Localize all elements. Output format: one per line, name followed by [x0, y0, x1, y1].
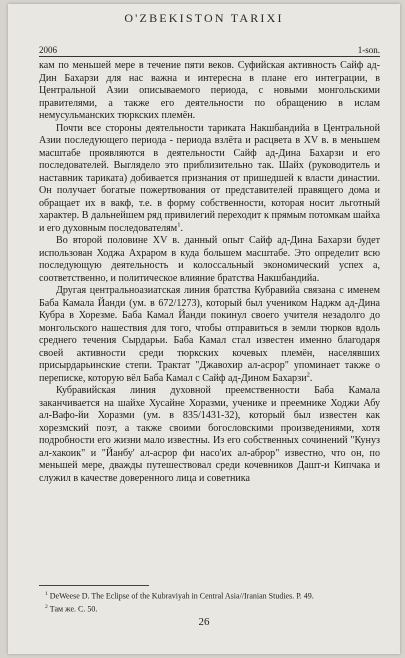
header-issue: 1-son.	[357, 45, 380, 55]
footnote-ref-1[interactable]: 1	[177, 221, 181, 229]
paragraph-1: кам по меньшей мере в течение пяти веков. Суфийская активность Сайф ад-Дин Бахарзи для нас важна и интересна в плане его интеграции, в Центральной Азии описываемого периода, с новыми монгольскими правителями, а также его деятельности по обращению в ислам немусульманских тюркских племён.	[39, 60, 380, 121]
header-divider	[39, 56, 380, 57]
footnote-1: $^1$ DeWeese D. The Eclipse of the Kubraviyah in Central Asia//Iranian Studies. P. 49.	[45, 591, 314, 601]
page-number: 26	[198, 616, 210, 628]
footnote-2: $^2$ Там же. С. 50.	[45, 603, 98, 614]
footnote-ref-2[interactable]: 2	[306, 371, 310, 379]
body-text	[39, 60, 380, 485]
book-page	[8, 4, 400, 654]
footnotes	[39, 589, 380, 614]
paragraph-3: Во второй половине XV в. данный опыт Сайф ад-Дина Бахарзи будет использован Ходжа Ахраром в куда большем масштабе. Это определит всю последующую деятельность и колоссальный экономический успех а, соответственно, и политическое влияние братства Накшбандийа.	[39, 235, 380, 284]
paragraph-5: Кубравийская линия духовной преемственности Баба Камала заканчивается на шайхе Хусайне Хоразми, ученике и преемнике Ходжи Абу ал-Вафо-йи Хоразми (ум. в 835/1431-32), который был известен как хорезмский поэт, а также своими богословскими произведениями, хотя подробности его жизни мало известны. Из его собственных сочинений "Кунуз ал-хакоик" и "Йанбу' ал-асрор фи насо'их ал-аброр" известно, что он, по меньшей мере, дважды путешествовал среди кочевников Дашт-и Кипчака и служил в качестве доверенного лица и советника	[39, 385, 380, 484]
running-header	[39, 45, 380, 55]
paragraph-4: Другая центральноазиатская линия братства Кубравийа связана с именем Баба Камала Йанди (ум. в 672/1273), который был учеником Наджм ад-Дина Кубра в Хорезме. Баба Камал Йанди покинул своего учителя незадолго до монгольского нашествия для того, чтобы отправиться в земли тюрков вдоль среднего течения Сырдарьи. Баба Камал стал известен именно благодаря своей активности среди тюркских кочевых племён, населявших присырдарьинские степи. Трактат "Джавохир ал-асрор" упоминает также о переписке, которую вёл Баба Камал с Сайф ад-Дином Бахарзи$^2$.	[39, 285, 380, 384]
header-year: 2006	[39, 45, 57, 55]
paragraph-2: Почти все стороны деятельности тариката Накшбандийа в Центральной Азии последующего периода - периода взлёта и расцвета в XV в. в меньшем масштабе проявляются в деятельности Сайф ад-Дина Бахарзи и его последователей. Выглядело это приблизительно так. Шайх (руководитель и наставник тариката) добивается признания от пришедшей к власти династии. Он получает богатые пожертвования от представителей правящего дома и обращает их в вакф, т.е. в форму собственности, которая носит льготный характер. В дальнейшем ряд привилегий переходит к прямым потомкам шайха и его духовным последователям$^1$.	[39, 122, 380, 234]
journal-title: O'ZBEKISTON TARIXI	[124, 11, 284, 25]
footnote-divider	[39, 585, 149, 586]
